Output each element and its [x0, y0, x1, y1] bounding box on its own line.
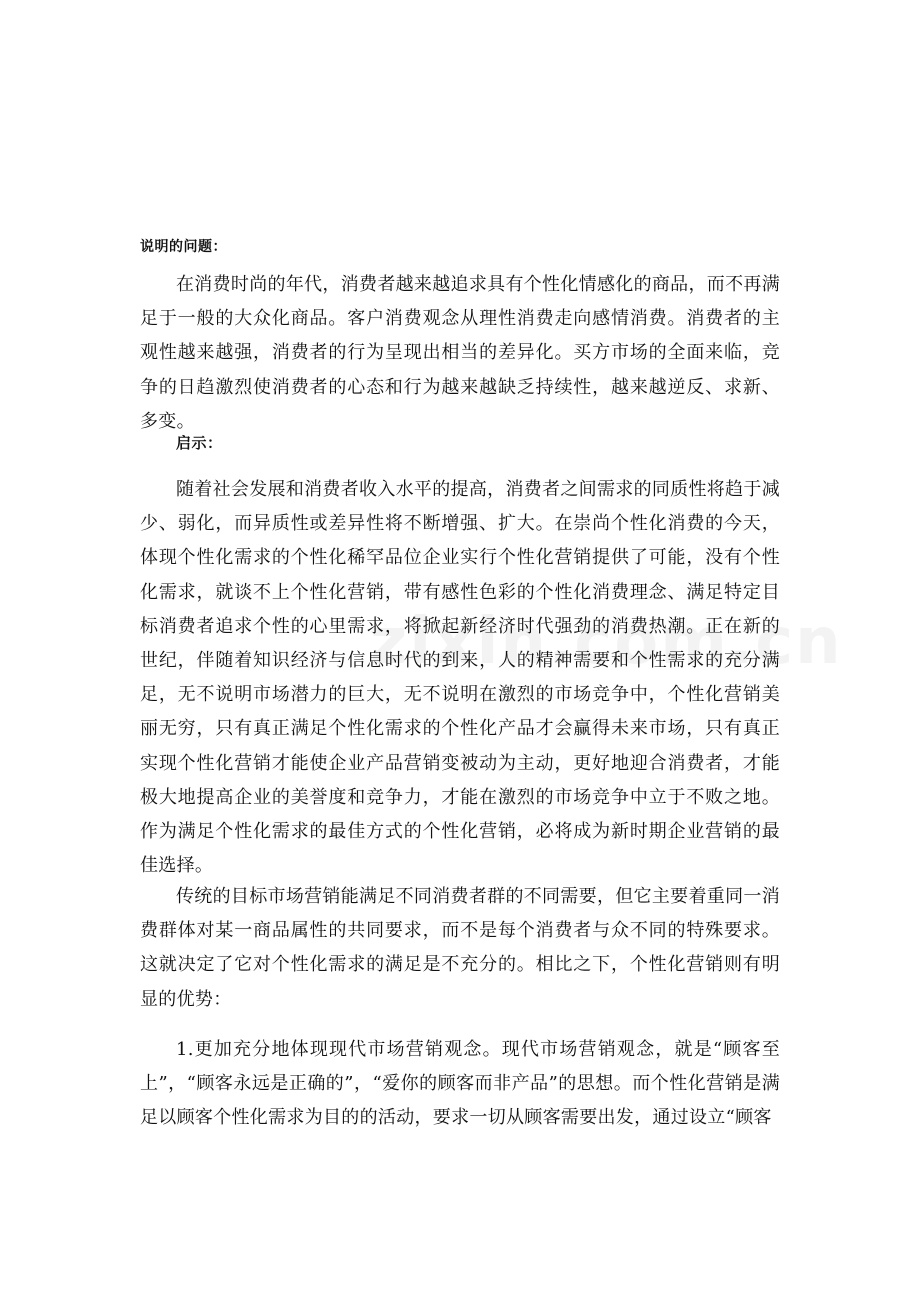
paragraph-point-1: 1.更加充分地体现现代市场营销观念。现代市场营销观念，就是“顾客至上”，“顾客永远是正确的”，“爱你的顾客而非产品”的思想。而个性化营销是满足以顾客个性化需求为目的的活动，要求一切从顾客需要出发，通过设立“顾客: [140, 1039, 780, 1129]
paragraph-insight-2: 传统的目标市场营销能满足不同消费者群的不同需要，但它主要着重同一消费群体对某一商品属性的共同要求，而不是每个消费者与众不同的特殊要求。这就决定了它对个性化需求的满足是不充分的。相比之下，个性化营销则有明显的优势：: [140, 886, 780, 1010]
paragraph-insight-1: 随着社会发展和消费者收入水平的提高，消费者之间需求的同质性将趋于减少、弱化，而异质性或差异性将不断增强、扩大。在崇尚个性化消费的今天，体现个性化需求的个性化稀罕品位企业实行个性化营销提供了可能，没有个性化需求，就谈不上个性化营销，带有感性色彩的个性化消费理念、满足特定目标消费者追求个性的心里需求，将掀起新经济时代强劲的消费热潮。正在新的世纪，伴随着知识经济与信息时代的到来，人的精神需要和个性需求的充分满足，无不说明市场潜力的巨大，无不说明在激烈的市场竞争中，个性化营销美丽无穷，只有真正满足个性化需求的个性化产品才会赢得未来市场，只有真正实现个性化营销才能使企业产品营销变被动为主动，更好地迎合消费者，才能极大地提高企业的美誉度和竞争力，才能在激烈的市场竞争中立于不败之地。作为满足个性化需求的最佳方式的个性化营销，必将成为新时期企业营销的最佳选择。: [140, 479, 780, 877]
heading-insight: 启示：: [176, 434, 223, 452]
heading-problem: 说明的问题：: [140, 239, 227, 255]
paragraph-problem: 在消费时尚的年代，消费者越来越追求具有个性化情感化的商品，而不再满足于一般的大众化商品。客户消费观念从理性消费走向感情消费。消费者的主观性越来越强，消费者的行为呈现出相当的差异化。买方市场的全面来临，竞争的日趋激烈使消费者的心态和行为越来越缺乏持续性，越来越逆反、求新、多变。: [140, 274, 780, 432]
